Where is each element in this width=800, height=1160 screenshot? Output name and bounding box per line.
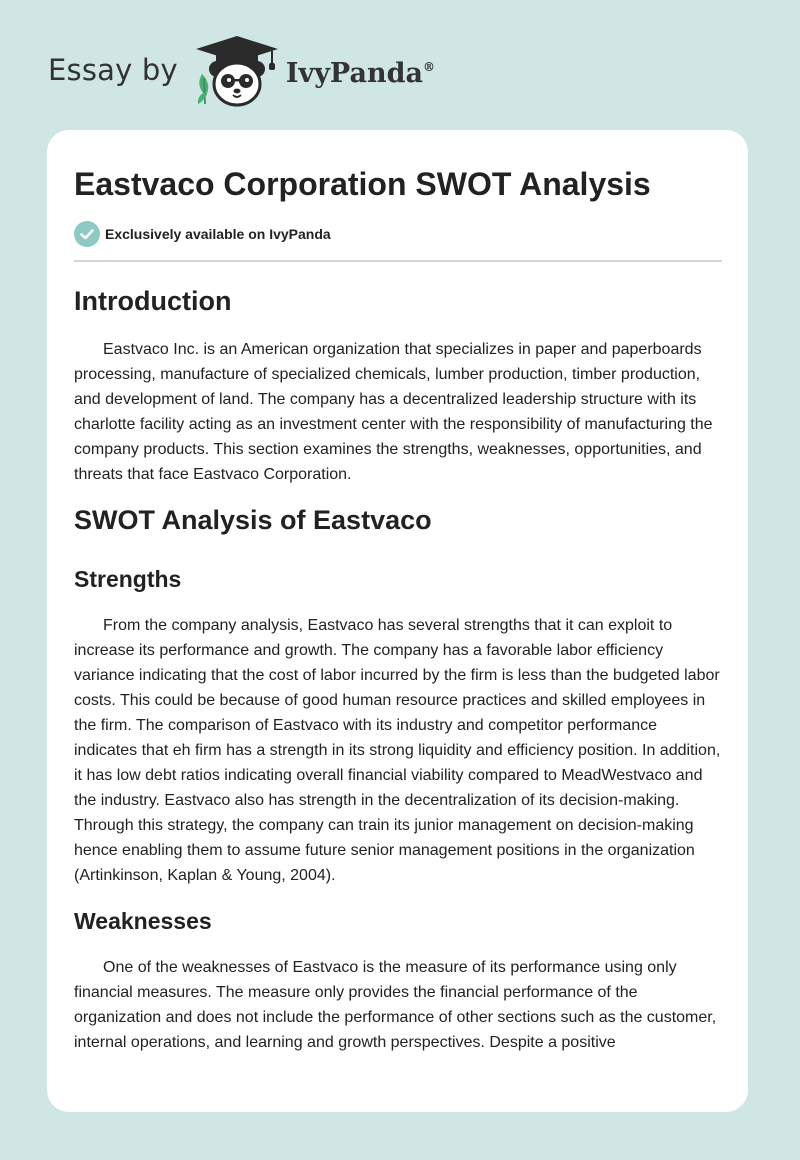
check-circle-icon: [74, 221, 100, 247]
brand-header[interactable]: [48, 34, 435, 110]
subheading-strengths: Strengths: [74, 566, 182, 592]
paragraph-introduction: Eastvaco Inc. is an American organization that specializes in paper and paperboards processing, manufacture of specialized chemicals, lumber production, timber production, and development of land. The company has a decentralized leadership structure with its charlotte facility acting as an investment center with the responsibility of manufacturing the company products. This section examines the strengths, weaknesses, opportunities, and threats that face Eastvaco Corporation.: [74, 341, 713, 483]
section-heading-introduction: Introduction: [74, 286, 232, 316]
title-divider: [74, 260, 722, 262]
registered-mark: ®: [422, 59, 435, 74]
page-title: Eastvaco Corporation SWOT Analysis: [74, 166, 651, 202]
paragraph-strengths: From the company analysis, Eastvaco has several strengths that it can exploit to increase its performance and growth. The company has a favorable labor efficiency variance indicating that the cost of labor incurred by the firm is less than the budgeted labor costs. This could be because of good human resource practices and skilled employees in the firm. The comparison of Eastvaco with its industry and competitor performance indicates that eh firm has a strength in its strong liquidity and efficiency position. In addition, it has low debt ratios indicating overall financial viability compared to MeadWestvaco and the industry. Eastvaco also has strength in the decentralization of its decision-making. Through this strategy, the company can train its junior management on decision-making hence enabling them to assume future senior management positions in the organization (Artinkinson, Kaplan & Young, 2004).: [74, 617, 721, 884]
section-heading-swot: SWOT Analysis of Eastvaco: [74, 505, 432, 535]
article-card: [47, 130, 748, 1112]
paragraph-weaknesses: One of the weaknesses of Eastvaco is the measure of its performance using only financial measures. The measure only provides the financial performance of the organization and does not include the performance of other sections such as the customer, internal operations, and learning and growth perspectives. Despite a positive: [74, 959, 717, 1051]
exclusive-badge: [74, 221, 722, 247]
brand-name: IvyPanda®: [285, 57, 435, 89]
brand-prefix: Essay by: [48, 53, 178, 87]
exclusive-badge-label: Exclusively available on IvyPanda: [105, 226, 331, 242]
panda-logo-icon: [192, 34, 282, 110]
subheading-weaknesses: Weaknesses: [74, 908, 212, 934]
